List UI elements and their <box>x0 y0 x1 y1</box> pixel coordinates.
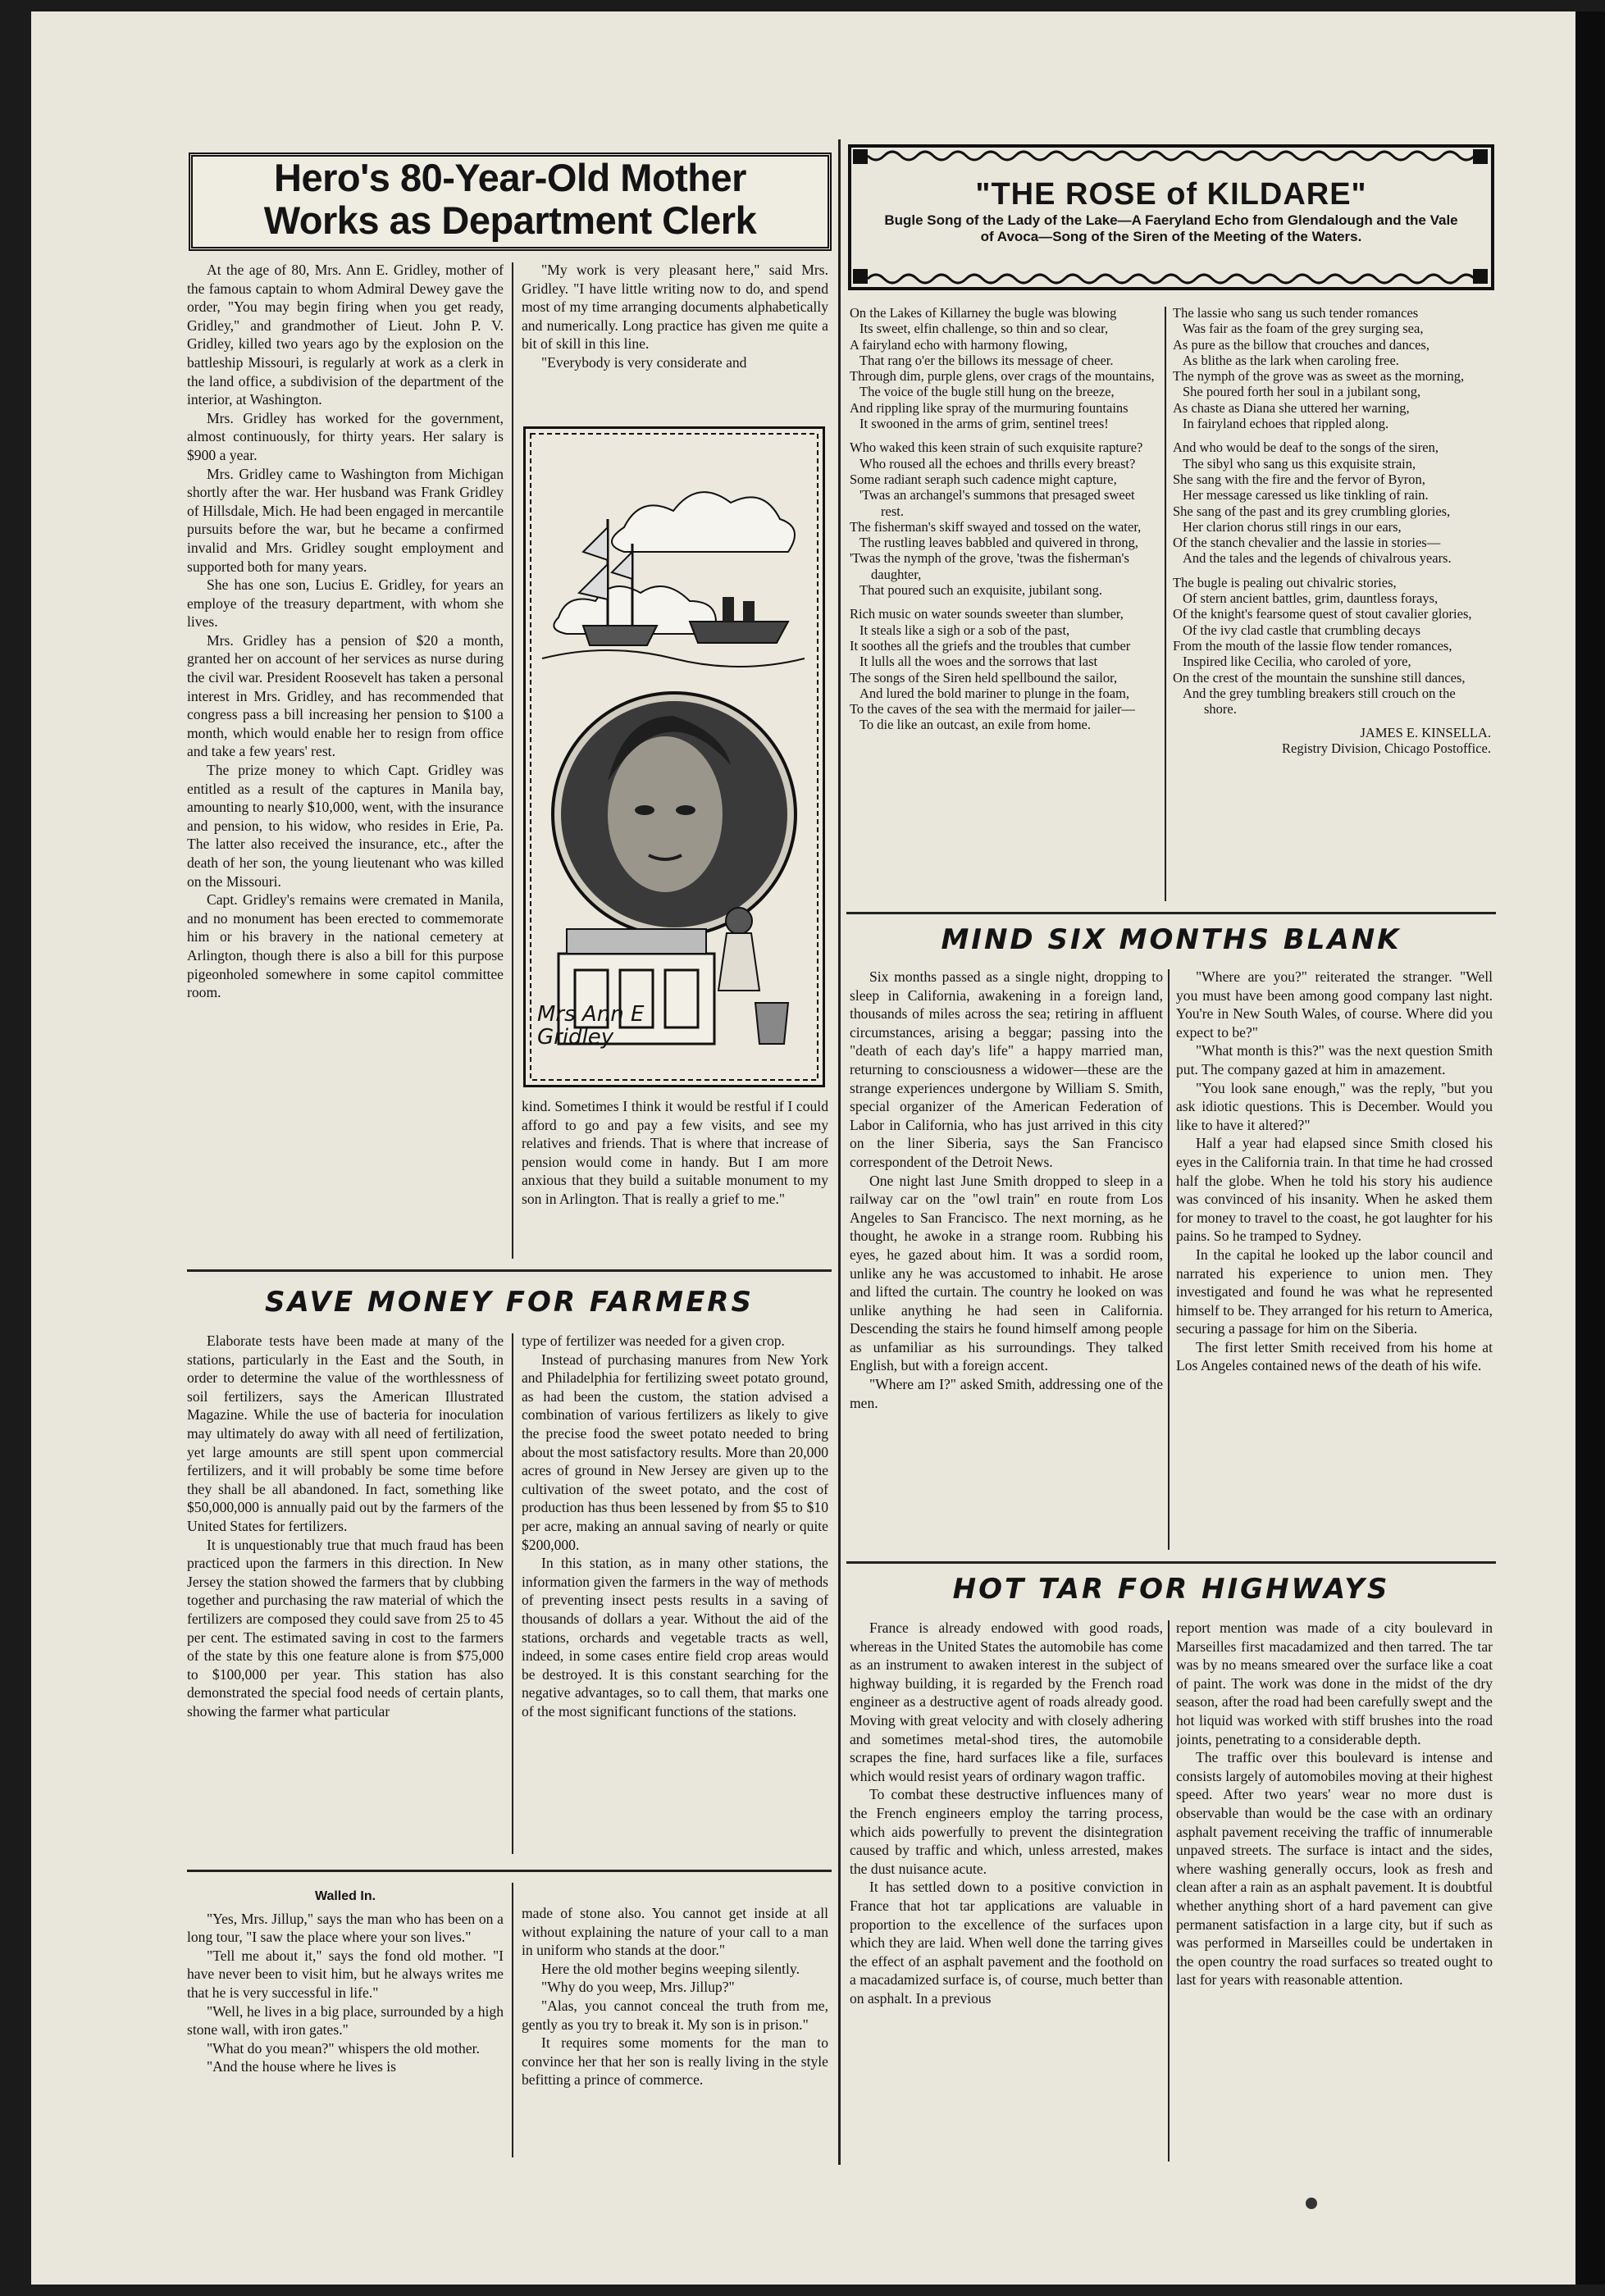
poem-line: To the caves of the sea with the mermaid for jailer— <box>850 701 1135 718</box>
rose-poem-right <box>1173 305 1491 904</box>
poem-line: That poured such an exquisite, jubilant song. <box>859 582 1103 599</box>
paragraph: The first letter Smith received from his home at Los Angeles contained news of the death of his wife. <box>1176 1338 1493 1374</box>
paragraph: "Alas, you cannot conceal the truth from me, gently as you try to break it. My son is in prison." <box>522 1997 828 2033</box>
poem-line: Of the knight's fearsome quest of stout cavalier glories, <box>1173 606 1472 622</box>
save-money-headline: SAVE MONEY FOR FARMERS <box>265 1286 754 1319</box>
poem-line: Of the ivy clad castle that crumbling decays <box>1183 622 1421 638</box>
poem-line: Her clarion chorus still rings in our ears, <box>1183 518 1402 535</box>
paragraph: Capt. Gridley's remains were cremated in Manila, and no monument has been erected to commemorate him or his bravery in the national cemetery at Arlington, though there is also a bill for this purpose pigeonholed somewhere in some capitol committee room. <box>187 891 504 1001</box>
paragraph: "Where are you?" reiterated the stranger. "Well you must have been among good company last night. You're in New South Wales, of course. Where did you expect to be?" <box>1176 968 1493 1041</box>
hot-tar-column-1 <box>850 1619 1163 2163</box>
poem-signature-name: JAMES E. KINSELLA. <box>1360 725 1491 741</box>
poem-line: The lassie who sang us such tender romances <box>1173 305 1419 321</box>
stanza <box>1173 440 1491 566</box>
poem-line: In fairyland echoes that rippled along. <box>1183 416 1389 432</box>
poem-line: Inspired like Cecilia, who caroled of yore, <box>1183 654 1411 670</box>
save-money-column-2 <box>522 1332 828 1856</box>
paragraph: "Why do you weep, Mrs. Jillup?" <box>541 1979 735 1996</box>
paragraph: "Yes, Mrs. Jillup," says the man who has been on a long tour, "I saw the place where your son lives." <box>187 1910 504 1946</box>
stanza <box>850 606 1160 732</box>
hero-headline-line1: Hero's 80-Year-Old Mother <box>274 156 746 199</box>
poem-line: Was fair as the foam of the grey surging sea, <box>1183 321 1424 337</box>
paragraph: Six months passed as a single night, dropping to sleep in California, awakening in a foreign land, thousands of miles across the sea; retiring in affluent circumstances, arising a beggar; passing into the "death of each day's life" a happy married man, returning to consciousness a widower—these are the strange experiences undergone by William S. Smith, special organizer of the American Federation of Labor in California, who has just arrived in this city on the liner Siberia, says the San Francisco correspondent of the Detroit News. <box>850 968 1163 1170</box>
paragraph: To combat these destructive influences many of the French engineers employ the tarring process, which aids powerfully to prevent the disintegration caused by traffic and which, unless arrested, makes the dust nuisance acute. <box>850 1786 1163 1877</box>
poem-line: She poured forth her soul in a jubilant song, <box>1183 384 1421 400</box>
rose-title: "THE ROSE of KILDARE" <box>975 177 1367 212</box>
rose-subtitle: Bugle Song of the Lady of the Lake—A Faeryland Echo from Glendalough and the Vale of Avoca—Song of the Siren of the Meeting of the Waters. <box>884 212 1458 244</box>
walled-in-headline: Walled In. <box>314 1889 376 1903</box>
poem-line: On the crest of the mountain the sunshine still dances, <box>1173 669 1466 686</box>
paragraph: "Tell me about it," says the fond old mother. "I have never been to visit him, but he always writes me that he is very successful in life." <box>187 1947 504 2001</box>
poem-line: As pure as the billow that crouches and dances, <box>1173 336 1429 353</box>
poem-line: The sibyl who sang us this exquisite strain, <box>1183 455 1416 472</box>
poem-line: The bugle is pealing out chivalric stories, <box>1173 574 1397 590</box>
poem-line: A fairyland echo with harmony flowing, <box>850 336 1068 353</box>
poem-line: It lulls all the woes and the sorrows that last <box>859 654 1098 670</box>
stanza <box>1173 575 1491 718</box>
paragraph: Instead of purchasing manures from New York and Philadelphia for fertilizing sweet potato ground, as had been the custom, the station advised a combination of various fertilizers as likely to give the precise food the sweet potato needed to bring about the most satisfactory results. More than 20,000 acres of ground in New Jersey are given up to the cultivation of the sweet potato, and the cost of production has thus been lessened by from $5 to $10 per acre, making an annual saving of nearly or quite $200,000. <box>522 1351 828 1553</box>
paragraph: One night last June Smith dropped to sleep in a railway car on the "owl train" en route from Los Angeles to San Francisco. The next morning, as he thought, he awoke in a strange room. Rubbing his eyes, he gazed about him. It was a sordid room, unlike any he was accustomed to inhabit. He arose and lifted the curtain. The country he looked on was unlike anything he had seen in California. Descending the stairs he found himself among people as unfamiliar as his surroundings. They talked English, but with a foreign accent. <box>850 1172 1163 1374</box>
hero-headline-line2: Works as Department Clerk <box>263 198 757 242</box>
paragraph: type of fertilizer was needed for a given crop. <box>522 1332 785 1349</box>
column-rule <box>512 262 513 1259</box>
column-rule <box>512 1333 513 1854</box>
poem-line: The voice of the bugle still hung on the breeze, <box>859 384 1115 400</box>
paragraph: In this station, as in many other stations, the information given the farmers in the way of methods of preventing insect pests results in a saving of thousands of dollars a year. Without the aid of the stations, orchards and vegetable tracts as well, indeed, in some cases entire field crop areas would be destroyed. It is this constant searching for the negative advantages, so to call them, that marks one of the most significant functions of the stations. <box>522 1555 828 1720</box>
poem-line: It steals like a sigh or a sob of the past, <box>859 622 1070 638</box>
stanza <box>1173 305 1491 431</box>
paragraph: "Where am I?" asked Smith, addressing one of the men. <box>850 1376 1163 1411</box>
stanza <box>850 440 1160 598</box>
portrait-drawing <box>526 429 823 1085</box>
column-rule <box>1168 1620 1170 2162</box>
column-rule <box>1165 307 1166 901</box>
paragraph: Mrs. Gridley has worked for the government, almost continuously, for thirty years. Her salary is $900 a year. <box>187 409 504 463</box>
paragraph: In the capital he looked up the labor council and narrated his experience to union men. They investigated and found he was what he represented himself to be. They arranged for his return to America, securing a passage for him on the Siberia. <box>1176 1246 1493 1337</box>
illustration-caption: Mrs Ann E Gridley <box>537 1002 645 1050</box>
paragraph: At the age of 80, Mrs. Ann E. Gridley, mother of the famous captain to whom Admiral Dewey gave the order, "You may begin firing when you get ready, Gridley," and grandmother of Lieut. John P. V. Gridley, killed two years ago by the explosion on the battleship Missouri, is regularly at work as a clerk in the land office, a subdivision of the department of the interior, at Washington. <box>187 262 504 408</box>
paragraph: It requires some moments for the man to convince her that her son is really living in the style befitting a prince of commerce. <box>522 2034 828 2089</box>
poem-line: 'Twas the nymph of the grove, 'twas the fisherman's daughter, <box>850 550 1129 582</box>
poem-line: Its sweet, elfin challenge, so thin and so clear, <box>859 321 1109 337</box>
poem-line: From the mouth of the lassie flow tender romances, <box>1173 637 1452 654</box>
hero-column-2-bottom <box>522 1097 828 1261</box>
poem-line: Who waked this keen strain of such exquisite rapture? <box>850 440 1143 456</box>
paragraph: "My work is very pleasant here," said Mrs. Gridley. "I have little writing now to do, and spend most of my time arranging documents alphabetically and numerically. Long practice has given me quite a bit of skill in this line. <box>522 262 828 353</box>
poem-line: Some radiant seraph such cadence might capture, <box>850 471 1117 487</box>
walled-in-column-2 <box>522 1904 828 2166</box>
poem-line: And the tales and the legends of chivalrous years. <box>1183 550 1452 567</box>
paragraph: "What do you mean?" whispers the old mother. <box>207 2039 480 2057</box>
hero-column-2-top <box>522 261 828 408</box>
column-rule <box>512 1883 513 2157</box>
poem-line: Her message caressed us like tinkling of rain. <box>1183 487 1429 503</box>
paragraph: kind. Sometimes I think it would be restful if I could afford to go and pay a few visits, and see my relatives and friends. That is where that increase of pension would come in handy. But I am more anxious that they build a suitable monument to my son in Arlington. That is really a grief to me." <box>522 1098 828 1207</box>
section-rule <box>846 1561 1496 1564</box>
poem-line: Rich music on water sounds sweeter than slumber, <box>850 606 1124 622</box>
mind-blank-headline: MIND SIX MONTHS BLANK <box>941 923 1402 956</box>
poem-line: 'Twas an archangel's summons that presaged sweet rest. <box>859 487 1135 519</box>
paragraph: Mrs. Gridley came to Washington from Michigan shortly after the war. Her husband was Frank Gridley of Hillsdale, Mich. He had been engaged in mercantile pursuits before the war, but he became a confirmed invalid and Mrs. Gridley sought employment and supported both for many years. <box>187 465 504 575</box>
hero-column-1 <box>187 261 504 1261</box>
poem-signature-title: Registry Division, Chicago Postoffice. <box>1282 740 1491 757</box>
paragraph: France is already endowed with good roads, whereas in the United States the automobile has come as an instrument to awaken interest in the subject of highway building, it is regarded by the French road engineer as a destructive agent of roads already good. Moving with great velocity and with closely adhering and sometimes metal-shod tires, the automobile scrapes the fine, hard surfaces like a file, surfaces which would resist years of ordinary wagon traffic. <box>850 1620 1163 1784</box>
poem-line: As blithe as the lark when caroling free. <box>1183 352 1399 368</box>
paragraph: made of stone also. You cannot get inside at all without explaining the nature of your call to a man in uniform who stands at the door." <box>522 1905 828 1959</box>
gridley-illustration <box>523 426 825 1087</box>
paragraph: The prize money to which Capt. Gridley was entitled as a result of the captures in Manila bay, amounting to nearly $10,000, went, with the insurance and pension, to his widow, who resides in Erie, Pa. The latter also received the insurance, etc., after the death of her son, the young lieutenant who was killed on the Missouri. <box>187 762 504 890</box>
rose-headline-box <box>848 144 1494 290</box>
paragraph: Half a year had elapsed since Smith closed his eyes in the California train. In that time he had crossed half the globe. When he told his story his audience was convinced of his insanity. When he asked them for money to travel to the coast, he got laughter for his pains. So he tramped to Sydney. <box>1176 1135 1493 1245</box>
poem-line: And the grey tumbling breakers still crouch on the shore. <box>1183 685 1456 718</box>
stanza <box>850 305 1160 431</box>
poem-line: She sang with the fire and the fervor of Byron, <box>1173 471 1425 487</box>
paragraph: "Well, he lives in a big place, surrounded by a high stone wall, with iron gates." <box>187 2002 504 2039</box>
paragraph: "You look sane enough," was the reply, "but you ask idiotic questions. This is December. Would you like to have it altered?" <box>1176 1079 1493 1133</box>
mind-blank-column-2 <box>1176 968 1493 1551</box>
paragraph: It has settled down to a positive conviction in France that hot tar applications are valuable in proportion to the excellence of the surfaces upon which they are laid. When well done the tarring gives the effect of an asphalt pavement and the foothold on a macadamized surface is, of course, much better than on asphalt. In a previous <box>850 1879 1163 2007</box>
poem-line: It swooned in the arms of grim, sentinel trees! <box>859 416 1109 432</box>
poem-line: She sang of the past and its grey crumbling glories, <box>1173 503 1451 519</box>
poem-line: Of stern ancient battles, grim, dauntless forays, <box>1183 590 1439 607</box>
section-rule <box>846 912 1496 914</box>
rose-poem-left <box>850 305 1160 904</box>
paragraph: "And the house where he lives is <box>207 2058 396 2075</box>
section-rule <box>187 1870 832 1872</box>
hot-tar-column-2 <box>1176 1619 1493 2163</box>
section-rule <box>187 1269 832 1272</box>
walled-in-column-1 <box>187 1883 504 2162</box>
paragraph: report mention was made of a city boulevard in Marseilles first macadamized and then tarred. The tar was by no means smeared over the surface like a coat of paint. The work was done in the midst of the dry season, after the road had been carefully swept and the hot liquid was worked with stiff brushes into the road joints, penetrating to a considerable depth. <box>1176 1620 1493 1747</box>
hot-tar-headline: HOT TAR FOR HIGHWAYS <box>952 1573 1390 1606</box>
poem-line: To die like an outcast, an exile from home. <box>859 717 1092 733</box>
paragraph: Elaborate tests have been made at many of the stations, particularly in the East and the South, in order to determine the value of the worthlessness of soil fertilizers, says the American Illustrated Magazine. While the use of bacteria for inoculation may ultimately do away with all need of fertilization, yet large amounts are still spent upon commercial fertilizers, and it will probably be some time before they shall be all abandoned. In fact, something like $50,000,000 is annually paid out by the farmers of the United States for fertilizers. <box>187 1332 504 1534</box>
paragraph: "What month is this?" was the next question Smith put. The company gazed at him in amazement. <box>1176 1042 1493 1077</box>
page-column-divider <box>838 139 841 2165</box>
save-money-column-1 <box>187 1332 504 1856</box>
mind-blank-column-1 <box>850 968 1163 1551</box>
column-rule <box>1168 969 1170 1550</box>
paragraph: She has one son, Lucius E. Gridley, for years an employe of the treasury department, with whom she lives. <box>187 576 504 631</box>
poem-line: Through dim, purple glens, over crags of the mountains, <box>850 368 1155 385</box>
poem-line: The songs of the Siren held spellbound the sailor, <box>850 669 1118 686</box>
poem-line: The nymph of the grove was as sweet as the morning, <box>1173 368 1465 385</box>
poem-line: And rippling like spray of the murmuring fountains <box>850 399 1129 416</box>
paragraph: The traffic over this boulevard is intense and consists largely of automobiles moving at their highest speed. After two years' wear no more dust is observable than would be the case with an ordinary asphalt pavement receiving the traffic of innumerable unpaved streets. The surface is intact and the sides, where washing generally occurs, look as fresh and clean after a rain as an asphalt pavement. It is doubtful whether anything short of a hard pavement can give permanent satisfaction in a large city, but if such as was performed in Marseilles could be undertaken in the open country the road surfaces so treated ought to last for years with reasonable attention. <box>1176 1749 1493 1988</box>
poem-line: The rustling leaves babbled and quivered in throng, <box>859 535 1138 551</box>
poem-line: It soothes all the griefs and the troubles that cumber <box>850 637 1131 654</box>
paragraph: "Everybody is very considerate and <box>541 353 747 371</box>
poem-line: That rang o'er the billows its message of cheer. <box>859 352 1114 368</box>
poem-line: And lured the bold mariner to plunge in the foam, <box>859 685 1130 701</box>
poem-line: Of the stanch chevalier and the lassie in stories— <box>1173 535 1441 551</box>
poem-line: As chaste as Diana she uttered her warning, <box>1173 399 1410 416</box>
poem-line: The fisherman's skiff swayed and tossed on the water, <box>850 518 1142 535</box>
paragraph: Here the old mother begins weeping silently. <box>541 1960 800 1977</box>
paragraph: Mrs. Gridley has a pension of $20 a month, granted her on account of her services as nurse during the civil war. President Roosevelt has taken a personal interest in Mrs. Gridley, and has recommended that congress pass a bill increasing her pension to $100 a month, which would enable her to resign from office and take a few years' rest. <box>187 631 504 760</box>
poem-line: Who roused all the echoes and thrills every breast? <box>859 455 1136 472</box>
hero-headline-box <box>189 153 832 251</box>
paragraph: It is unquestionably true that much fraud has been practiced upon the farmers in this direction. In New Jersey the station showed the farmers that by clubbing together and purchasing the raw material of which the fertilizers are composed they could save from 25 to 45 per cent. The estimated saving in cost to the farmers of the state by this one feature alone is from $75,000 to $100,000 per year. This station has also demonstrated the special food needs of certain plants, showing the farmer what particular <box>187 1536 504 1720</box>
scan-border <box>1575 11 1605 2285</box>
poem-line: And who would be deaf to the songs of the siren, <box>1173 440 1439 456</box>
ink-spot <box>1306 2198 1317 2209</box>
poem-line: On the Lakes of Killarney the bugle was blowing <box>850 305 1117 321</box>
